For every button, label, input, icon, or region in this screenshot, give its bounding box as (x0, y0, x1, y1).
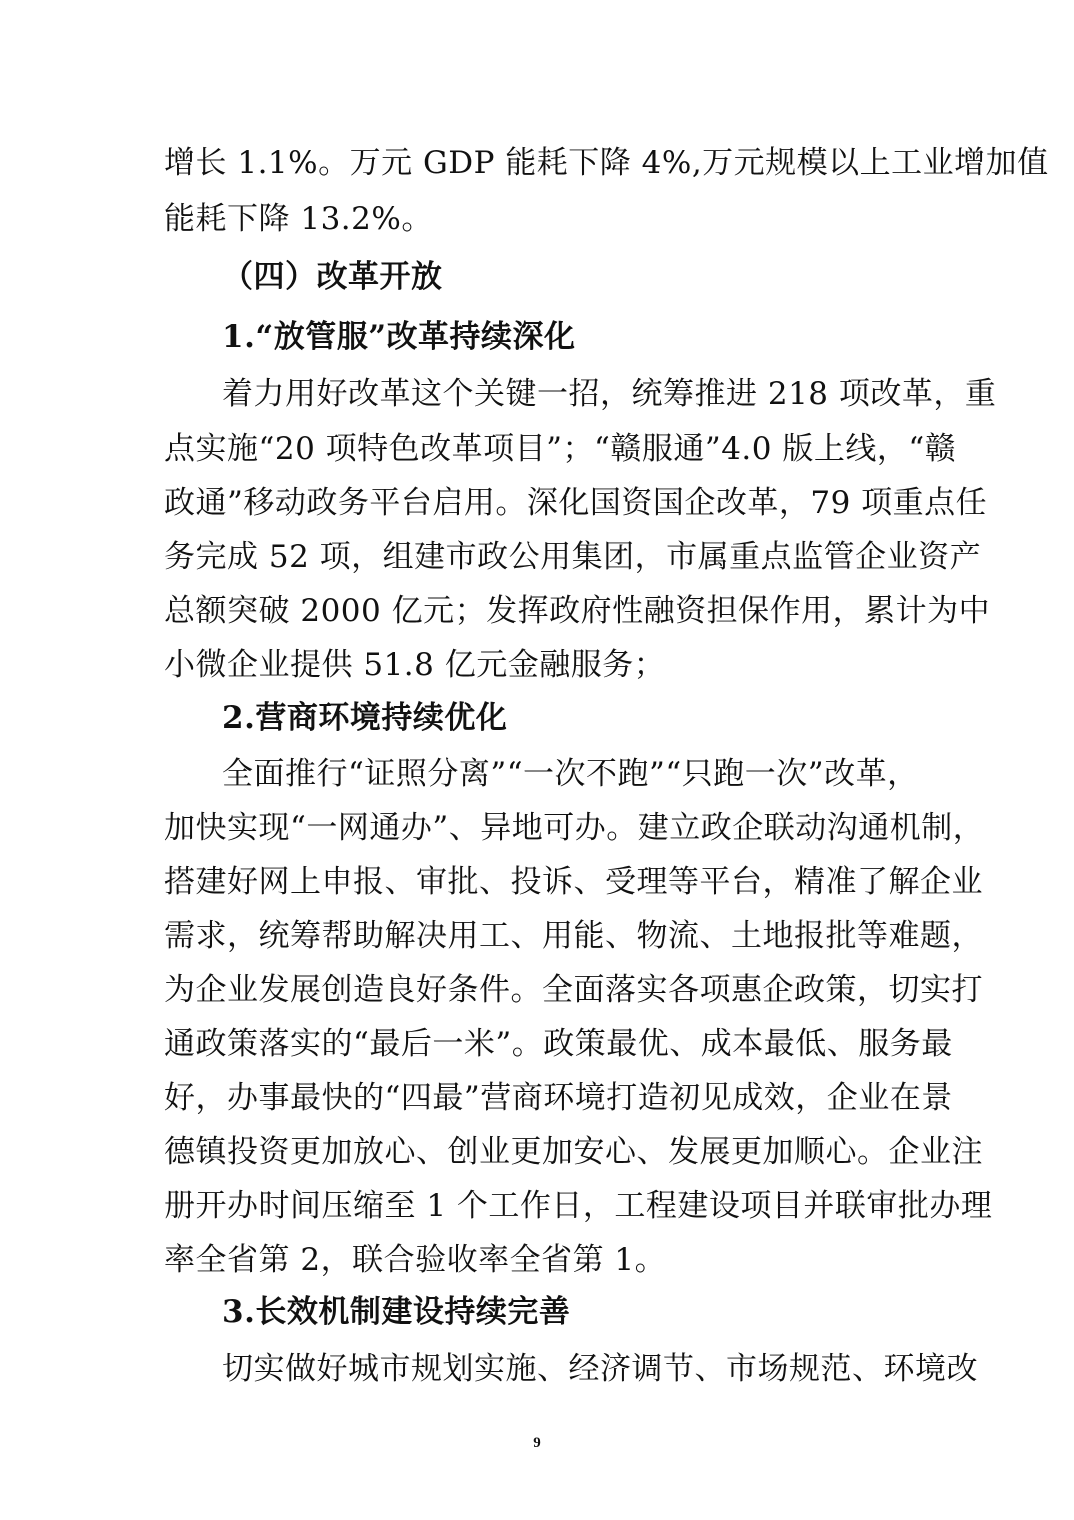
paragraph-line: 通政策落实的“最后一米”。政策最优、成本最低、服务最 (164, 1026, 953, 1062)
paragraph-line: 册开办时间压缩至 1 个工作日，工程建设项目并联审批办理 (164, 1188, 993, 1224)
paragraph-line: 切实做好城市规划实施、经济调节、市场规范、环境改 (222, 1351, 978, 1387)
paragraph-line: 务完成 52 项，组建市政公用集团，市属重点监管企业资产 (164, 539, 982, 575)
paragraph-line: 德镇投资更加放心、创业更加安心、发展更加顺心。企业注 (164, 1134, 983, 1170)
paragraph-line: 着力用好改革这个关键一招，统筹推进 218 项改革，重 (222, 376, 997, 412)
paragraph-line: 加快实现“一网通办”、异地可办。建立政企联动沟通机制， (164, 810, 985, 846)
paragraph-line: 能耗下降 13.2%。 (164, 201, 433, 237)
paragraph-line: 搭建好网上申报、审批、投诉、受理等平台，精准了解企业 (164, 864, 983, 900)
subsection-heading: 2.营商环境持续优化 (222, 700, 508, 736)
paragraph-line: 增长 1.1%。万元 GDP 能耗下降 4%,万元规模以上工业增加值 (164, 145, 1049, 181)
paragraph-line: 率全省第 2，联合验收率全省第 1。 (164, 1242, 667, 1278)
section-heading: （四）改革开放 (222, 259, 443, 295)
paragraph-line: 全面推行“证照分离”“一次不跑”“只跑一次”改革， (222, 756, 919, 792)
paragraph-line: 好，办事最快的“四最”营商环境打造初见成效，企业在景 (164, 1080, 953, 1116)
paragraph-line: 小微企业提供 51.8 亿元金融服务； (164, 647, 666, 683)
paragraph-line: 为企业发展创造良好条件。全面落实各项惠企政策，切实打 (164, 972, 983, 1008)
subsection-heading: 3.长效机制建设持续完善 (222, 1294, 571, 1330)
paragraph-line: 总额突破 2000 亿元；发挥政府性融资担保作用，累计为中 (164, 593, 991, 629)
paragraph-line: 点实施“20 项特色改革项目”；“赣服通”4.0 版上线，“赣 (164, 431, 957, 467)
page-number: 9 (533, 1435, 541, 1451)
paragraph-line: 政通”移动政务平台启用。深化国资国企改革，79 项重点任 (164, 485, 988, 521)
subsection-heading: 1.“放管服”改革持续深化 (222, 319, 576, 355)
paragraph-line: 需求，统筹帮助解决用工、用能、物流、土地报批等难题， (164, 918, 983, 954)
